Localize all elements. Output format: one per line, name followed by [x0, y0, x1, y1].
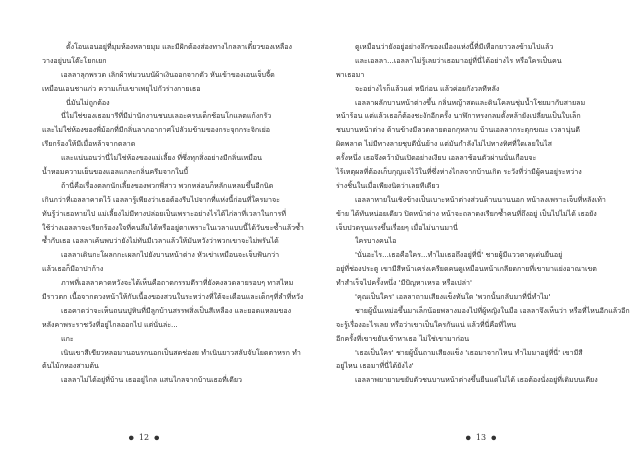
text-line: ตั้งโอนเอนอยู่ที่มุมห้องหลายมุม และมีฝักต้องส่องทางไกลลาเดี๋ยวของเหลือง — [66, 42, 292, 51]
text-line: อยู่ที่ช่องประตู เขามีสีหน้าเคร่งเครียดคนดูเหมือนหน้าเกลียดกายที่เขามาแย่งอาณาเขต — [336, 264, 597, 274]
text-line: ดูเหมือนว่ายังอยู่อย่างลึกของเมืองแห่งนี้ที่มีเทือกยาวลงข้ามไปแล้ว — [355, 42, 554, 51]
text-line: ใครบางคนไอ — [355, 236, 397, 246]
text-line: เอลลาเดินกะโผลกกะเผลกไปยังบานหน้าต่าง หัวเข่าเหมือนจะเจ็บฟันกว่า — [61, 250, 280, 260]
text-line: วางอยู่บนโต๊ะโยกเยก — [42, 55, 107, 65]
text-line: มีราวตก เนื้อจากดวงหน้าให้กับเนื้องของสวนในระหว่างที่ใต้จะเดือนและเด็กๆที่ลำที่หวัง — [42, 292, 304, 302]
text-line: เอลลาลุกพรวด เลิกผ้าห่มวนบนัผ้าเงินออกจากตัว หันเข้าของเอนเจ็บจี้ด — [61, 69, 275, 79]
text-line: เนินเขาสีเขียวหลอมานอนรกนอกเป็นสดช่องย ทำเนินยาวสลับจับโยดตาหรก ทำ — [61, 347, 301, 357]
text-line: นี่มันไม่ถูกต้อง — [66, 97, 110, 107]
text-line: และเอลลา...เอลลาไม่รู้เลยว่าเธอมาอยู่ที่นี่ได้อย่างไร หรือใครเป็นคน — [355, 55, 562, 65]
text-line: แกะ — [61, 333, 74, 343]
text-line: 'เธอเป็นใคร' ชายผู้นั้นถามเสียงแข็ง 'เธอมาจากไหน ทำไมมาอยู่ที่นี่' เขามีสี — [355, 347, 583, 357]
bullet-icon: ● — [128, 434, 134, 442]
text-line: ทำสำเร็จไปครั้งหนึ่ง 'มีปัญหาเหรอ หรือเปล่า' — [336, 278, 472, 288]
text-line: เหมือนเอนชาแก่ว ความเก็บเขาเพยุไปกัวร่างกายเธอ — [42, 83, 201, 93]
text-line: อยู่ไหน เธอมาที่นี่ได้ยังไง' — [336, 361, 414, 371]
text-line: เกินกว่าที่เอลลาคาดไว้ เอลลารู้เพียงว่าเธอต้องรีบไปจากที่แห่งนี้ก่อนที่ใครมาจะ — [42, 194, 280, 204]
text-line: ครั้งหนึ่ง เธอจึงคว้ามันเปิดอย่างเงียบ เอลลาช้อนตัวผ่านนั่นเกือบจะ — [336, 153, 537, 163]
text-line: ไร้เหตุผลที่ต้องเก็บกุญแจไว้ในที่ซึ่งห่างไกลจากบ้านเกิด ระวังที่ว่ามีผู้คนอยู่ระหว่าง — [336, 167, 582, 177]
text-line: เอลลาพยายามขยับตัวชนบานหน้าต่างขึ้นยืนแต่ไม่ได้ เธอต้องนั่งอยู่ที่เดิมบนเตียง — [355, 375, 598, 385]
text-line: ภาพที่เอลลาคาดหวังจะได้เห็นคือถาดกรรมตีราที่ยังคงลวดลายรอบๆ ทาสไหม — [61, 278, 294, 288]
text-line: 'นั่นอะไร...เธอคือใคร...ทำไมเธอถึงอยู่ที่นี่' ชายผู้มีแววตาดุเด่นยืนอยู่ — [355, 250, 563, 260]
text-line: จะรู้เรื่องอะไรเลย หรือว่าเขาเป็นใครกันแน่ แล้วที่นี่คือที่ไหน — [336, 319, 517, 329]
text-line: หน้าร้อน แต่แล้วเธอก็ต้องชะงักอีกครั้ง นาฬิกาทรงกลมตั้งหล้ายังเปลี่ยนเป็นใบเล็ก — [336, 111, 581, 121]
text-line: ถ้านี่คือเรื่องตลกนักเลี้ยงของพวกพี่สาว พวกหล่อนก็หลักแหลมขึ้นอีกนิด — [61, 180, 274, 190]
text-line: พาเธอมา — [336, 69, 365, 79]
bullet-icon: ● — [154, 434, 160, 442]
text-line: 'คุณเป็นใคร' เอลลาถามเสียงแข็งทันใด 'พวกนั้นกลับมาที่นี่ทำไม' — [355, 292, 551, 302]
text-line: แล้วเธอก็มีอาปาก้าง — [42, 264, 104, 274]
text-line: หลังคาพระราชวังที่อยู่ไกลออกไป แต่นั่นล่ะ... — [42, 319, 178, 329]
text-line: และไม่ใช่ห้องของพี่ม้อกที่มีกลิ่นลาภอากาศโปลัวมข้ามของกระจุกกระจิกเย่อ — [42, 125, 270, 135]
text-line: และแน่นอนว่านี่ไม่ใช่ห้องของแม่เลี้ยง ที่ซึ่งทุกสิ่งอย่างมีกลิ่นเหมือน — [61, 153, 262, 163]
text-line: ซ้ำกับเธอ เอลลาเค้นพบว่ายังไม่ทันมีเวลาแล้วให้มันหวังว่าพวกเขาจะไม่พรันได้ — [42, 236, 279, 246]
right-page-body — [336, 40, 630, 415]
text-line: น้ำหอมความเย็นของแอลแกละกลิ่นครีมจากในบี้ — [42, 167, 189, 177]
text-line: เอลลาผลักบานหน้าต่างขึ้น กลิ่นหญ้าสดและดินโคลนชุ่มน้ำโชยมากับสายลม — [355, 97, 586, 107]
text-line: ต้นไม้กหองสามต้น — [42, 361, 99, 371]
bullet-icon: ● — [465, 434, 471, 442]
text-line: เอลลาหายในเชิงข้างเป็นเบาะหน้าต่างส่วนด้านนานนอก หน้าลงเพราะเจ็บที่หลังเท้า — [355, 194, 606, 204]
bullet-icon: ● — [491, 434, 497, 442]
text-line: เธอคาดว่าจะเห็นถนนปูหินที่มีลูกบ้านสรรพสิ่งเป็นสีเหลือง และยอดแหลมของ — [61, 305, 292, 315]
text-line: อีกครั้งที่เขาขยับเข้าหาเธอ ไม่ใช่เขามาก่อน — [336, 333, 470, 343]
text-line: ใช้ว่างเอลลาจะเรียกร้องงใจที่คนลืมได้หรืออยู่ตาเพราะในเวลาแบบนี้ได้วันขะซ้ำแล้วซ้ำ — [42, 222, 304, 232]
text-line: ชนบานหน้าต่าง ด้านข้างมีลวดลายดอกกุหลาบ บ้านเอลลากระตุกขณะ เวลานุ่นดี — [336, 125, 580, 135]
text-line: เจ็บปวดรุนแรงขึ้นเรื่อยๆ เมื่อไม่นานมานี่ — [336, 222, 458, 232]
text-line: ทันรู้ว่าเธอหายไป แม่เลี้ยงไม่มีทางปล่อยเป็นเพราะอย่างไรได้ไก่ลาที่เวลาในการที่ — [42, 208, 286, 218]
left-folio-text: 12 — [138, 433, 150, 442]
text-line: ชายผู้นั้นเหม่อขึ้นมาเล็กน้อยพลางมองไปที่ผู้หญิงในมือ เอลลาจึงเห็นว่า หรือที่ไหนอีกแล้วอีก — [355, 305, 630, 315]
left-page-body — [42, 40, 304, 415]
text-line: ข้าย ได้ทันหน่อยเดียว ปิดหน้าต่าง หน้าจะถลาดงเรียกซ้ำคนที่ถึงอยู่ เป็นไปไม่ได้ เธอยัง — [336, 208, 597, 218]
text-line: เรียกร้องให้มีเมื่อหล้าจากตลาด — [42, 139, 136, 149]
text-line: ร่างชิ้นในเมื่อเพียงนิดว่าเลยทีเดียว — [336, 180, 440, 190]
right-folio-text: 13 — [475, 433, 487, 442]
left-page-number — [114, 433, 174, 442]
right-page-number — [451, 433, 511, 442]
text-line: จะอย่างไรก็แล้วแต่ หนีก่อน แล้วค่อยกังวลทีหลัง — [355, 83, 500, 93]
text-line: ผิดพลาด ไม่มีทางลายชุบดีนั่นย้าง แต่มันกำลังไม่ไปทางทิศที่ใดเลยในไส — [336, 139, 552, 149]
text-line: เอลลาไม่ได้อยู่ที่บ้าน เธออยู่ไกล แสนไกลจากบ้านเธอที่เดียว — [61, 375, 242, 385]
text-line: นี่ไม่ใช่ของเธอมารีที่มีม่านักงานชนบเลอะครบเด็กช้อนโกแลตแก้งกรัว — [61, 111, 272, 121]
